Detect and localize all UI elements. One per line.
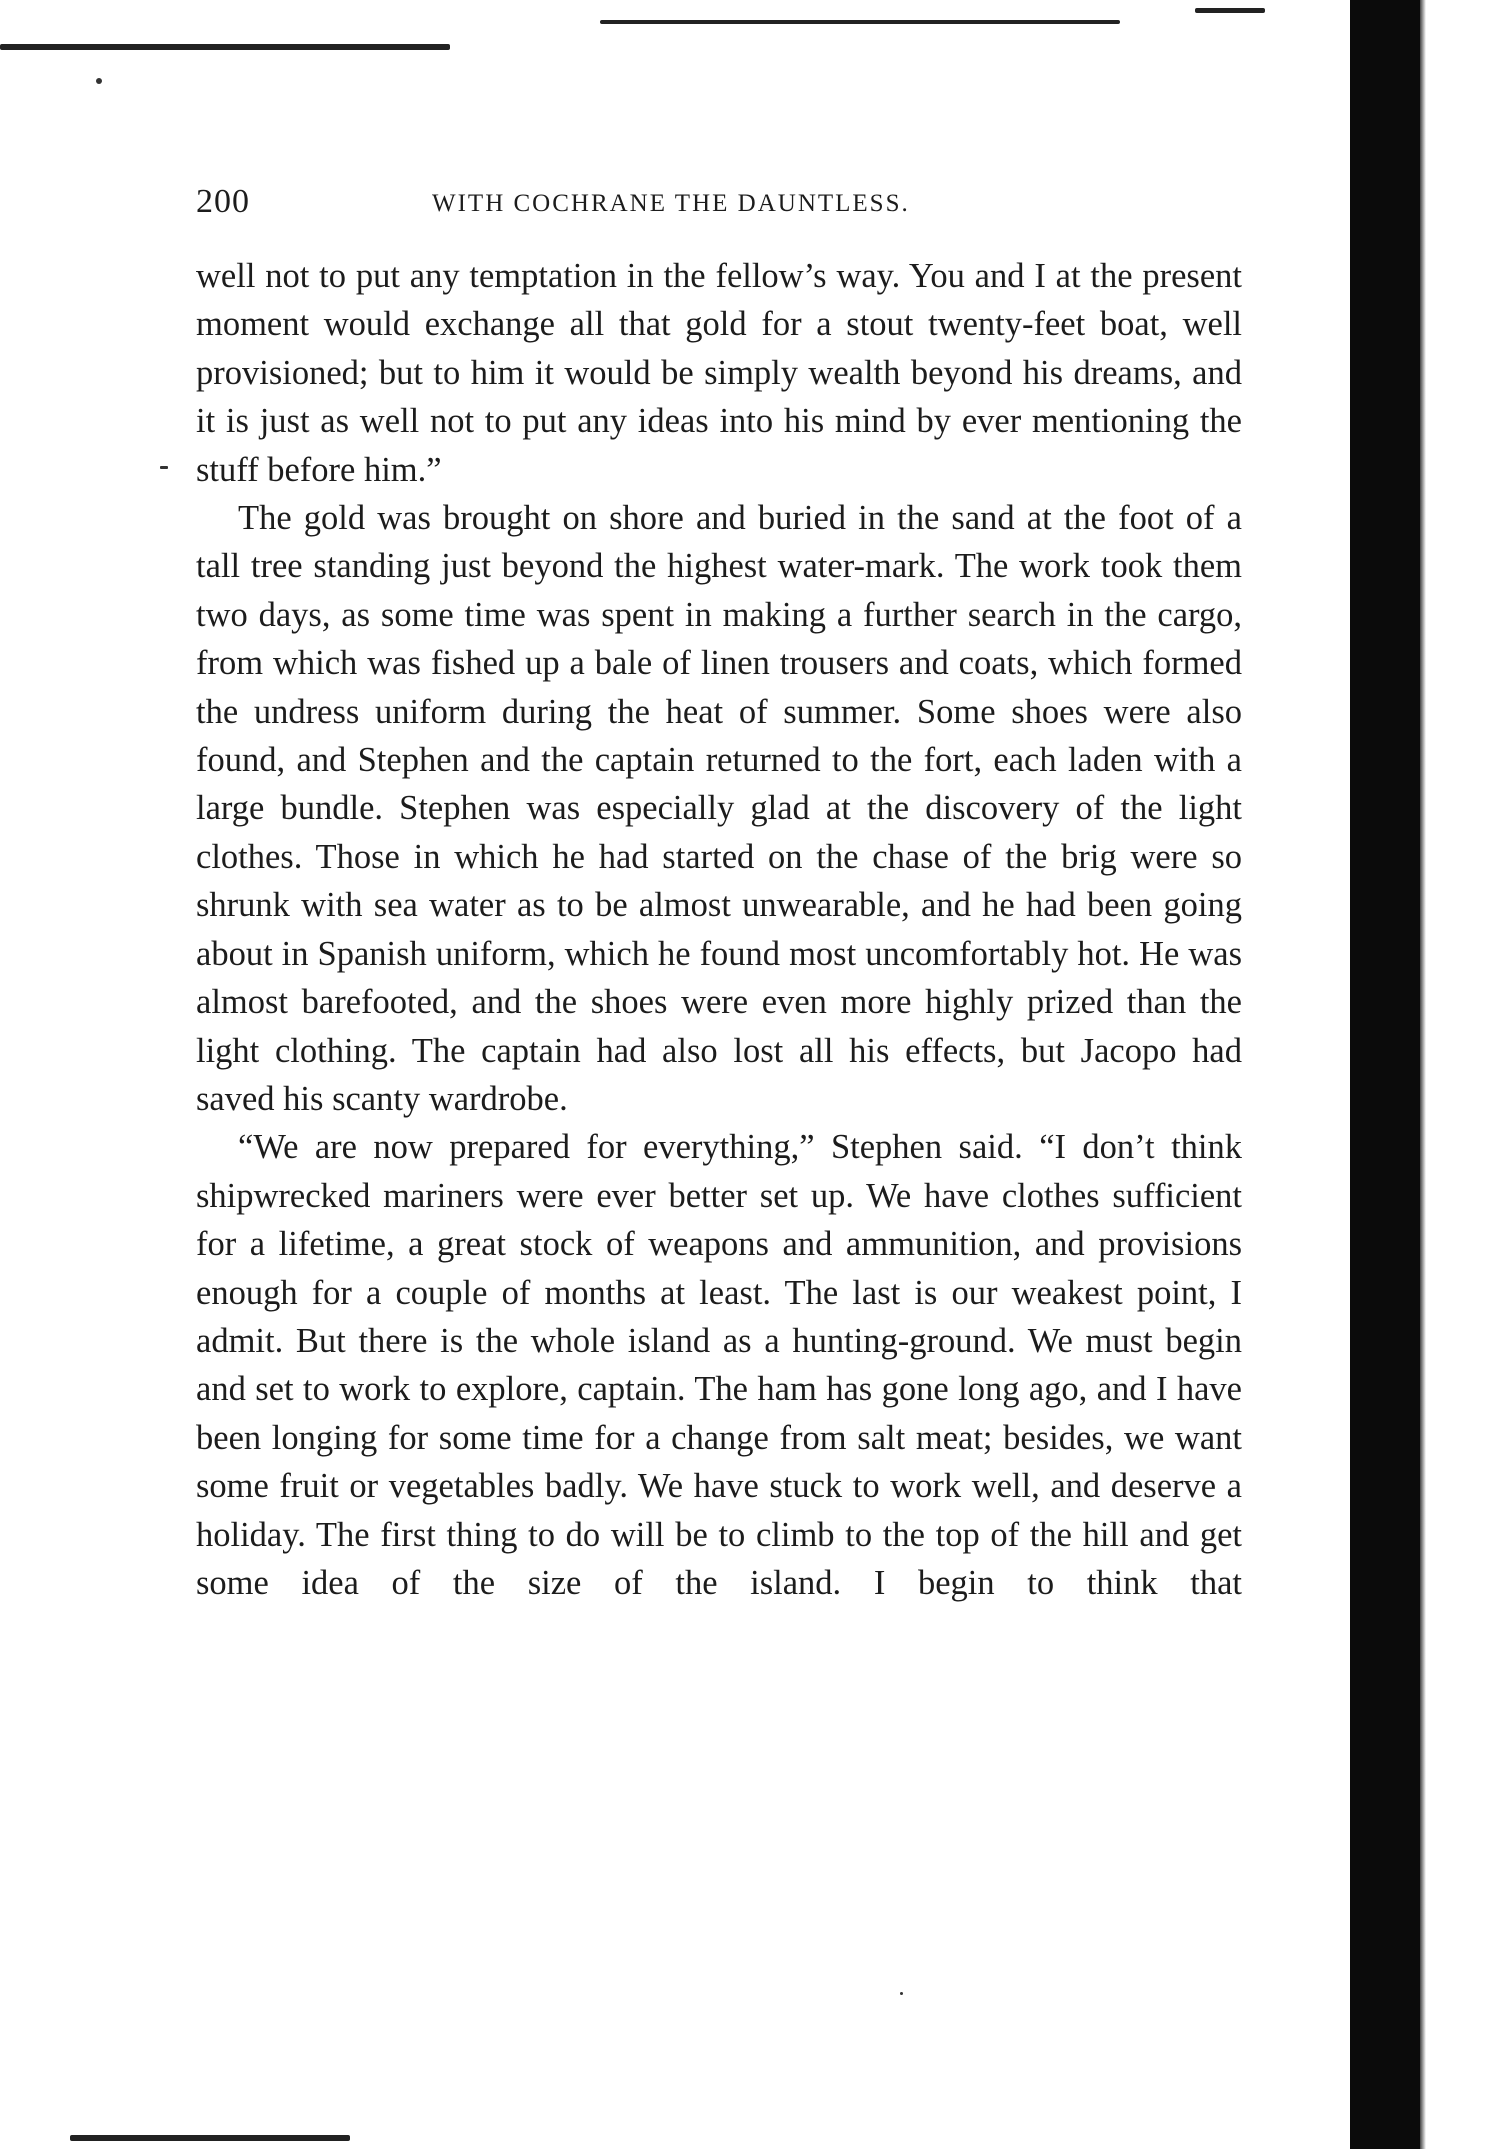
scan-mark-top-left <box>0 44 450 50</box>
running-head <box>196 178 1236 226</box>
scan-page-edge-fringe <box>1420 0 1426 2149</box>
page-number: 200 <box>196 183 250 220</box>
scan-speck <box>160 466 168 469</box>
body-text <box>196 252 1242 1607</box>
scan-mark-top-center <box>600 20 1120 24</box>
scan-page-edge-shadow <box>1350 0 1420 2149</box>
paragraph: The gold was brought on shore and buried in the sand at the foot of a tall tree standing just beyond the highest water-mark. The work took them two days, as some time was spent in making a further search in the cargo, from which was fished up a bale of linen trousers and coats, which formed the undress uniform during the heat of summer. Some shoes were also found, and Stephen and the captain returned to the fort, each laden with a large bundle. Stephen was especially glad at the discovery of the light clothes. Those in which he had started on the chase of the brig were so shrunk with sea water as to be almost unwearable, and he had been going about in Spanish uniform, which he found most uncomfortably hot. He was almost barefooted, and the shoes were even more highly prized than the light clothing. The captain had also lost all his effects, but Jacopo had saved his scanty wardrobe. <box>196 499 1242 1118</box>
scan-mark-top-right <box>1195 8 1265 13</box>
scan-speck <box>900 1992 903 1995</box>
running-title: WITH COCHRANE THE DAUNTLESS. <box>432 190 910 217</box>
scan-mark-bottom-left <box>70 2135 350 2141</box>
paragraph-continued: well not to put any temptation in the fellow’s way. You and I at the present moment would exchange all that gold for a stout twenty-feet boat, well provisioned; but to him it would be simply wealth beyond his dreams, and it is just as well not to put any ideas into his mind by ever mentioning the stuff before him.” <box>196 257 1242 489</box>
scan-speck <box>96 78 102 84</box>
paragraph: “We are now prepared for everything,” Stephen said. “I don’t think shipwrecked mariners were ever better set up. We have clothes sufficient for a lifetime, a great stock of weapons and ammunition, and provisions enough for a couple of months at least. The last is our weakest point, I admit. But there is the whole island as a hunting-ground. We must begin and set to work to explore, captain. The ham has gone long ago, and I have been longing for some time for a change from salt meat; besides, we want some fruit or vegetables badly. We have stuck to work well, and deserve a holiday. The first thing to do will be to climb to the top of the hill and get some idea of the size of the island. I begin to think that <box>196 1128 1242 1602</box>
